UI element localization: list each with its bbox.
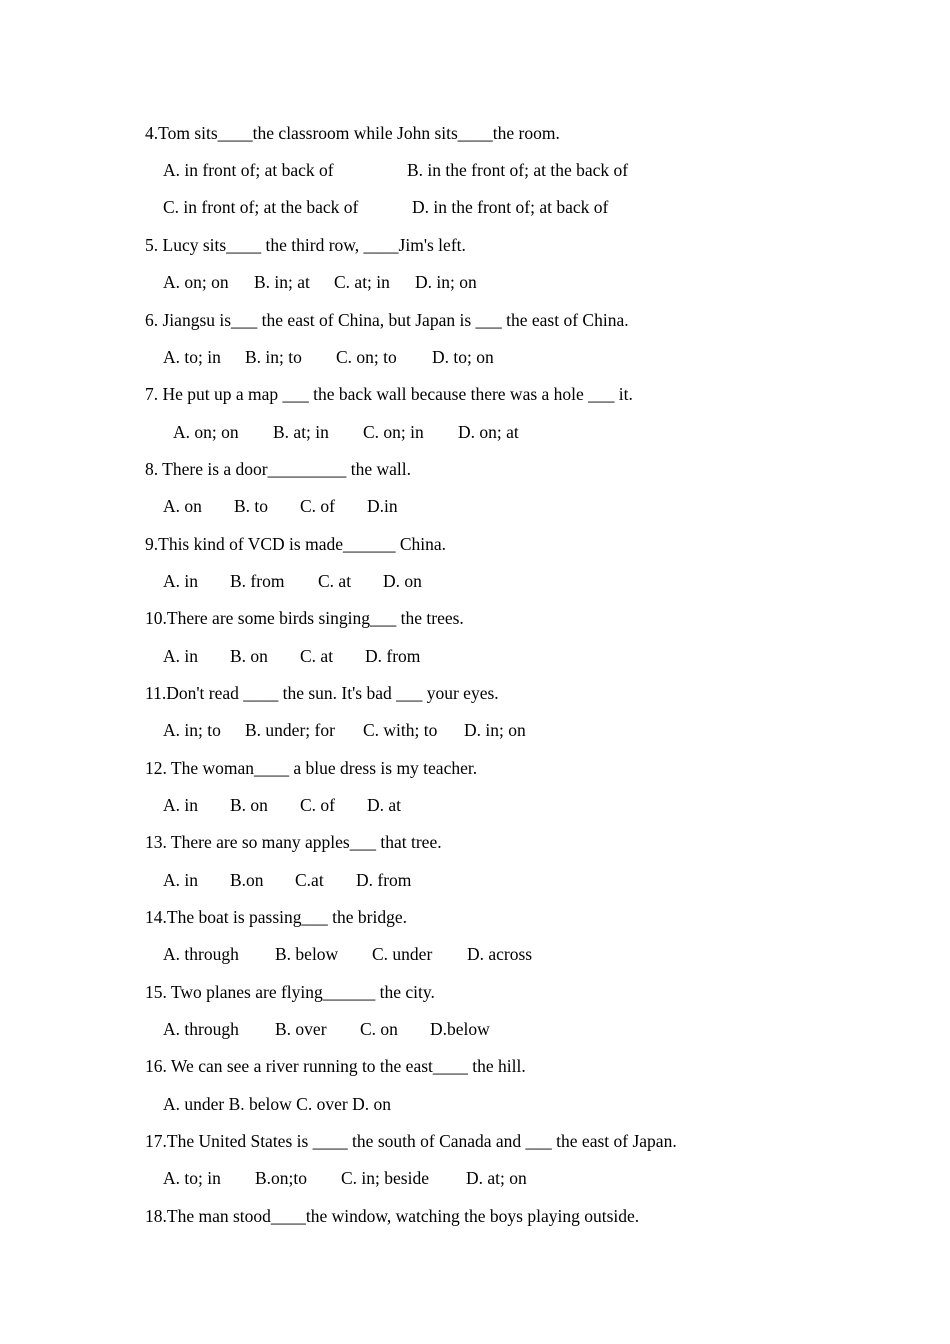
question-15-option-d: D.below — [430, 1019, 490, 1039]
question-16-options: A. under B. below C. over D. on — [163, 1094, 391, 1114]
question-15-option-a: A. through — [163, 1019, 239, 1039]
question-15-option-c: C. on — [360, 1019, 398, 1039]
question-17-option-b: B.on;to — [255, 1168, 308, 1188]
question-7-option-a: A. on; on — [173, 422, 239, 442]
question-5-stem: 5. Lucy sits____ the third row, ____Jim's left. — [145, 235, 466, 255]
question-13-option-d: D. from — [356, 870, 412, 890]
question-5-option-b: B. in; at — [254, 272, 310, 292]
question-5-option-a: A. on; on — [163, 272, 229, 292]
question-10-option-b: B. on — [230, 646, 268, 666]
question-15-option-b: B. over — [275, 1019, 327, 1039]
question-9-option-d: D. on — [383, 571, 422, 591]
question-6-option-c: C. on; to — [336, 347, 397, 367]
question-7-stem: 7. He put up a map ___ the back wall because there was a hole ___ it. — [145, 384, 633, 404]
question-4-option-d: D. in the front of; at back of — [412, 197, 609, 217]
question-10-option-d: D. from — [365, 646, 421, 666]
question-12-option-a: A. in — [163, 795, 198, 815]
question-17-option-d: D. at; on — [466, 1168, 527, 1188]
question-7-option-b: B. at; in — [273, 422, 329, 442]
question-4-option-c: C. in front of; at the back of — [163, 197, 359, 217]
question-16-stem: 16. We can see a river running to the east____ the hill. — [145, 1056, 526, 1076]
question-14-option-d: D. across — [467, 944, 533, 964]
question-4-option-a: A. in front of; at back of — [163, 160, 334, 180]
question-9-option-c: C. at — [318, 571, 352, 591]
question-4-option-b: B. in the front of; at the back of — [407, 160, 629, 180]
question-17-option-a: A. to; in — [163, 1168, 221, 1188]
question-10-option-c: C. at — [300, 646, 334, 666]
question-13-stem: 13. There are so many apples___ that tree. — [145, 832, 442, 852]
question-11-option-c: C. with; to — [363, 720, 438, 740]
question-6-option-b: B. in; to — [245, 347, 302, 367]
question-12-option-d: D. at — [367, 795, 402, 815]
question-4-stem: 4.Tom sits____the classroom while John sits____the room. — [145, 123, 560, 143]
question-8-option-d: D.in — [367, 496, 398, 516]
question-10-option-a: A. in — [163, 646, 198, 666]
question-12-stem: 12. The woman____ a blue dress is my teacher. — [145, 758, 478, 778]
question-15-stem: 15. Two planes are flying______ the city. — [145, 982, 435, 1002]
question-14-stem: 14.The boat is passing___ the bridge. — [145, 907, 407, 927]
question-14-option-b: B. below — [275, 944, 339, 964]
question-8-option-c: C. of — [300, 496, 335, 516]
question-17-option-c: C. in; beside — [341, 1168, 429, 1188]
question-8-stem: 8. There is a door_________ the wall. — [145, 459, 412, 479]
question-9-stem: 9.This kind of VCD is made______ China. — [145, 534, 447, 554]
question-5-option-d: D. in; on — [415, 272, 477, 292]
question-8-option-a: A. on — [163, 496, 202, 516]
question-9-option-a: A. in — [163, 571, 198, 591]
question-7-option-c: C. on; in — [363, 422, 424, 442]
question-10-stem: 10.There are some birds singing___ the trees. — [145, 608, 464, 628]
question-6-option-a: A. to; in — [163, 347, 221, 367]
question-11-stem: 11.Don't read ____ the sun. It's bad ___ your eyes. — [145, 683, 499, 703]
question-14-option-a: A. through — [163, 944, 239, 964]
question-13-option-a: A. in — [163, 870, 198, 890]
question-18-stem: 18.The man stood____the window, watching the boys playing outside. — [145, 1206, 640, 1226]
question-5-option-c: C. at; in — [334, 272, 390, 292]
question-11-option-a: A. in; to — [163, 720, 221, 740]
question-11-option-d: D. in; on — [464, 720, 526, 740]
question-14-option-c: C. under — [372, 944, 433, 964]
question-7-option-d: D. on; at — [458, 422, 519, 442]
question-13-option-c: C.at — [295, 870, 324, 890]
question-8-option-b: B. to — [234, 496, 269, 516]
question-13-option-b: B.on — [230, 870, 264, 890]
question-6-option-d: D. to; on — [432, 347, 494, 367]
question-12-option-c: C. of — [300, 795, 335, 815]
question-17-stem: 17.The United States is ____ the south of Canada and ___ the east of Japan. — [145, 1131, 677, 1151]
question-9-option-b: B. from — [230, 571, 285, 591]
question-11-option-b: B. under; for — [245, 720, 335, 740]
question-6-stem: 6. Jiangsu is___ the east of China, but Japan is ___ the east of China. — [145, 310, 629, 330]
question-12-option-b: B. on — [230, 795, 268, 815]
